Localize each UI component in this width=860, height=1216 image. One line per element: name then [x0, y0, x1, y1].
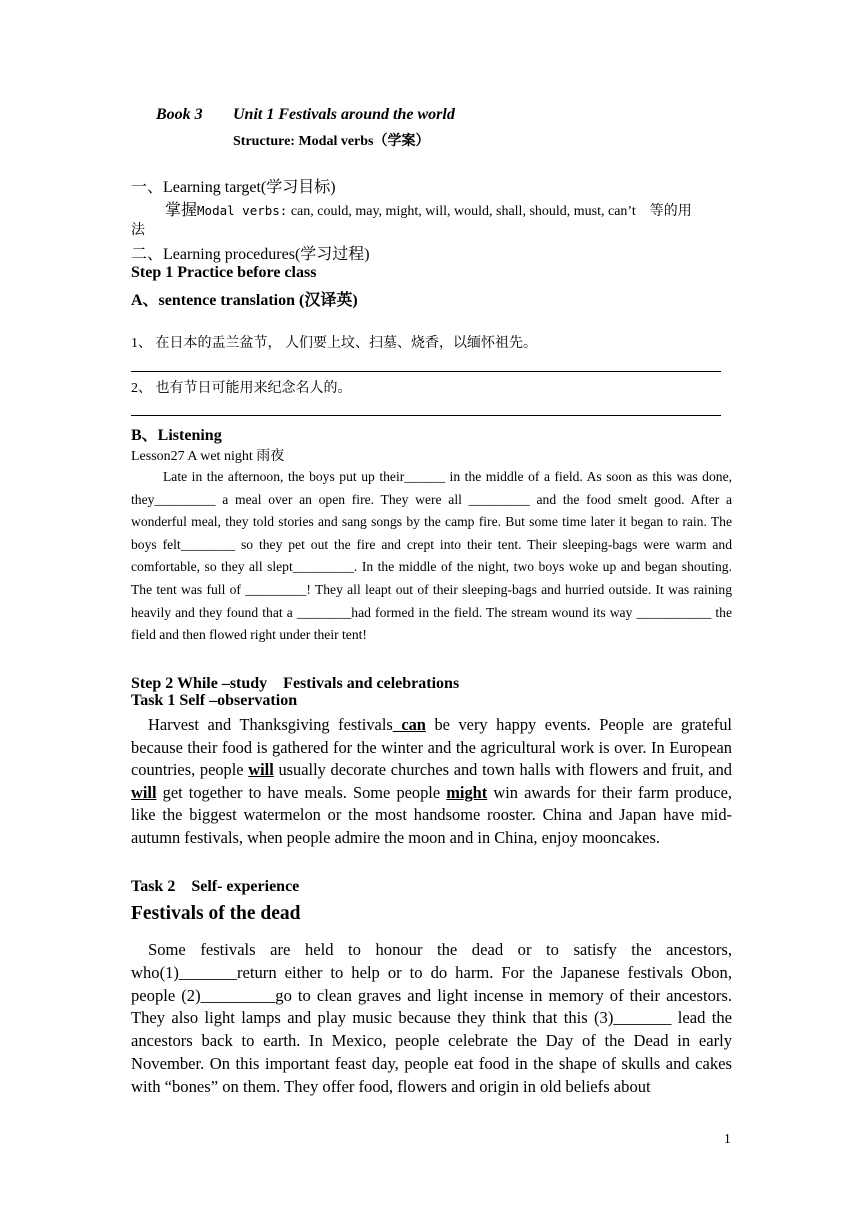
step2-heading: Step 2 While –study Festivals and celebrations	[131, 675, 460, 692]
learning-procedures-heading: 二、Learning procedures(学习过程)	[131, 246, 370, 263]
target-mono: Modal verbs:	[197, 203, 288, 218]
task2-heading: Task 2 Self- experience	[131, 878, 300, 895]
answer-line-1	[131, 371, 721, 372]
harvest-text-4: get together to have meals. Some people	[156, 782, 447, 802]
answer-line-2	[131, 415, 721, 416]
modal-verb-might: might	[446, 782, 488, 802]
translation-question-2: 2、 也有节日可能用来纪念名人的。	[131, 381, 352, 396]
listening-passage: Late in the afternoon, the boys put up their______ in the middle of a field. As soon as this was done, they_________ a meal over an open fire. They were all _________ and the food smelt good. After a wonderful meal, they told stories and sang songs by the camp fire. But some time later it began to rain. The boys felt________ so they pet out the fire and crept into their tent. Their sleeping-bags were warm and comfortable, so they all slept_________. In the middle of the night, two boys woke up and began shouting. The tent was full of _________! They all leapt out of their sleeping-bags and hurried outside. It was raining heavily and they found that a ________had formed in the field. The stream wound its way ___________ the field and then flowed right under their tent!	[131, 469, 732, 643]
target-rest: can, could, may, might, will, would, shall, should, must, can’t 等的用	[287, 204, 692, 219]
target-prefix: 掌握	[165, 202, 198, 219]
dead-passage: Some festivals are held to honour the dead or to satisfy the ancestors, who(1)_______return either to help or to do harm. For the Japanese festivals Obon, people (2)_________go to clean graves and light incense in memory of their ancestors. They also light lamps and play music because they think that this (3)_______ lead the ancestors back to earth. In Mexico, people celebrate the Day of the Dead in early November. On this important feast day, people eat food in the shape of skulls and cakes with “bones” on them. They offer food, flowers and origin in old beliefs about	[131, 940, 732, 1096]
learning-target-line	[165, 197, 692, 220]
unit-title: Unit 1 Festivals around the world	[233, 106, 455, 123]
part-b-heading: B、Listening	[131, 427, 222, 444]
modal-verb-will-2: will	[131, 782, 157, 802]
task1-heading: Task 1 Self –observation	[131, 692, 298, 709]
translation-question-1: 1、 在日本的盂兰盆节， 人们要上坟、扫墓、烧香，以缅怀祖先。	[131, 336, 537, 351]
book-label: Book 3	[156, 106, 203, 123]
modal-verb-can: can	[392, 715, 426, 734]
harvest-text-1: Harvest and Thanksgiving festivals	[148, 715, 393, 734]
lesson-title: Lesson27 A wet night 雨夜	[131, 449, 285, 464]
part-a-heading: A、sentence translation (汉译英)	[131, 292, 358, 309]
harvest-passage	[131, 714, 732, 850]
harvest-text-2: be very happy events. People are grateful because their food is gathered for the winter and the agricultural work is over. In European countries, people	[131, 715, 732, 780]
structure-subtitle: Structure: Modal verbs（学案）	[233, 134, 430, 149]
modal-verb-will-1: will	[248, 760, 274, 780]
harvest-text-5: win awards for their farm produce, like the biggest watermelon or the most handsome rooster. China and Japan have mid-autumn festivals, when people admire the moon and in China, enjoy mooncakes.	[131, 782, 732, 847]
section-title: Festivals of the dead	[131, 903, 301, 924]
harvest-text-3: usually decorate churches and town halls with flowers and fruit, and	[273, 760, 732, 780]
learning-target-heading: 一、Learning target(学习目标)	[131, 179, 336, 196]
learning-target-wrap: 法	[131, 223, 145, 238]
page-number: 1	[724, 1131, 731, 1146]
step1-heading: Step 1 Practice before class	[131, 264, 317, 281]
